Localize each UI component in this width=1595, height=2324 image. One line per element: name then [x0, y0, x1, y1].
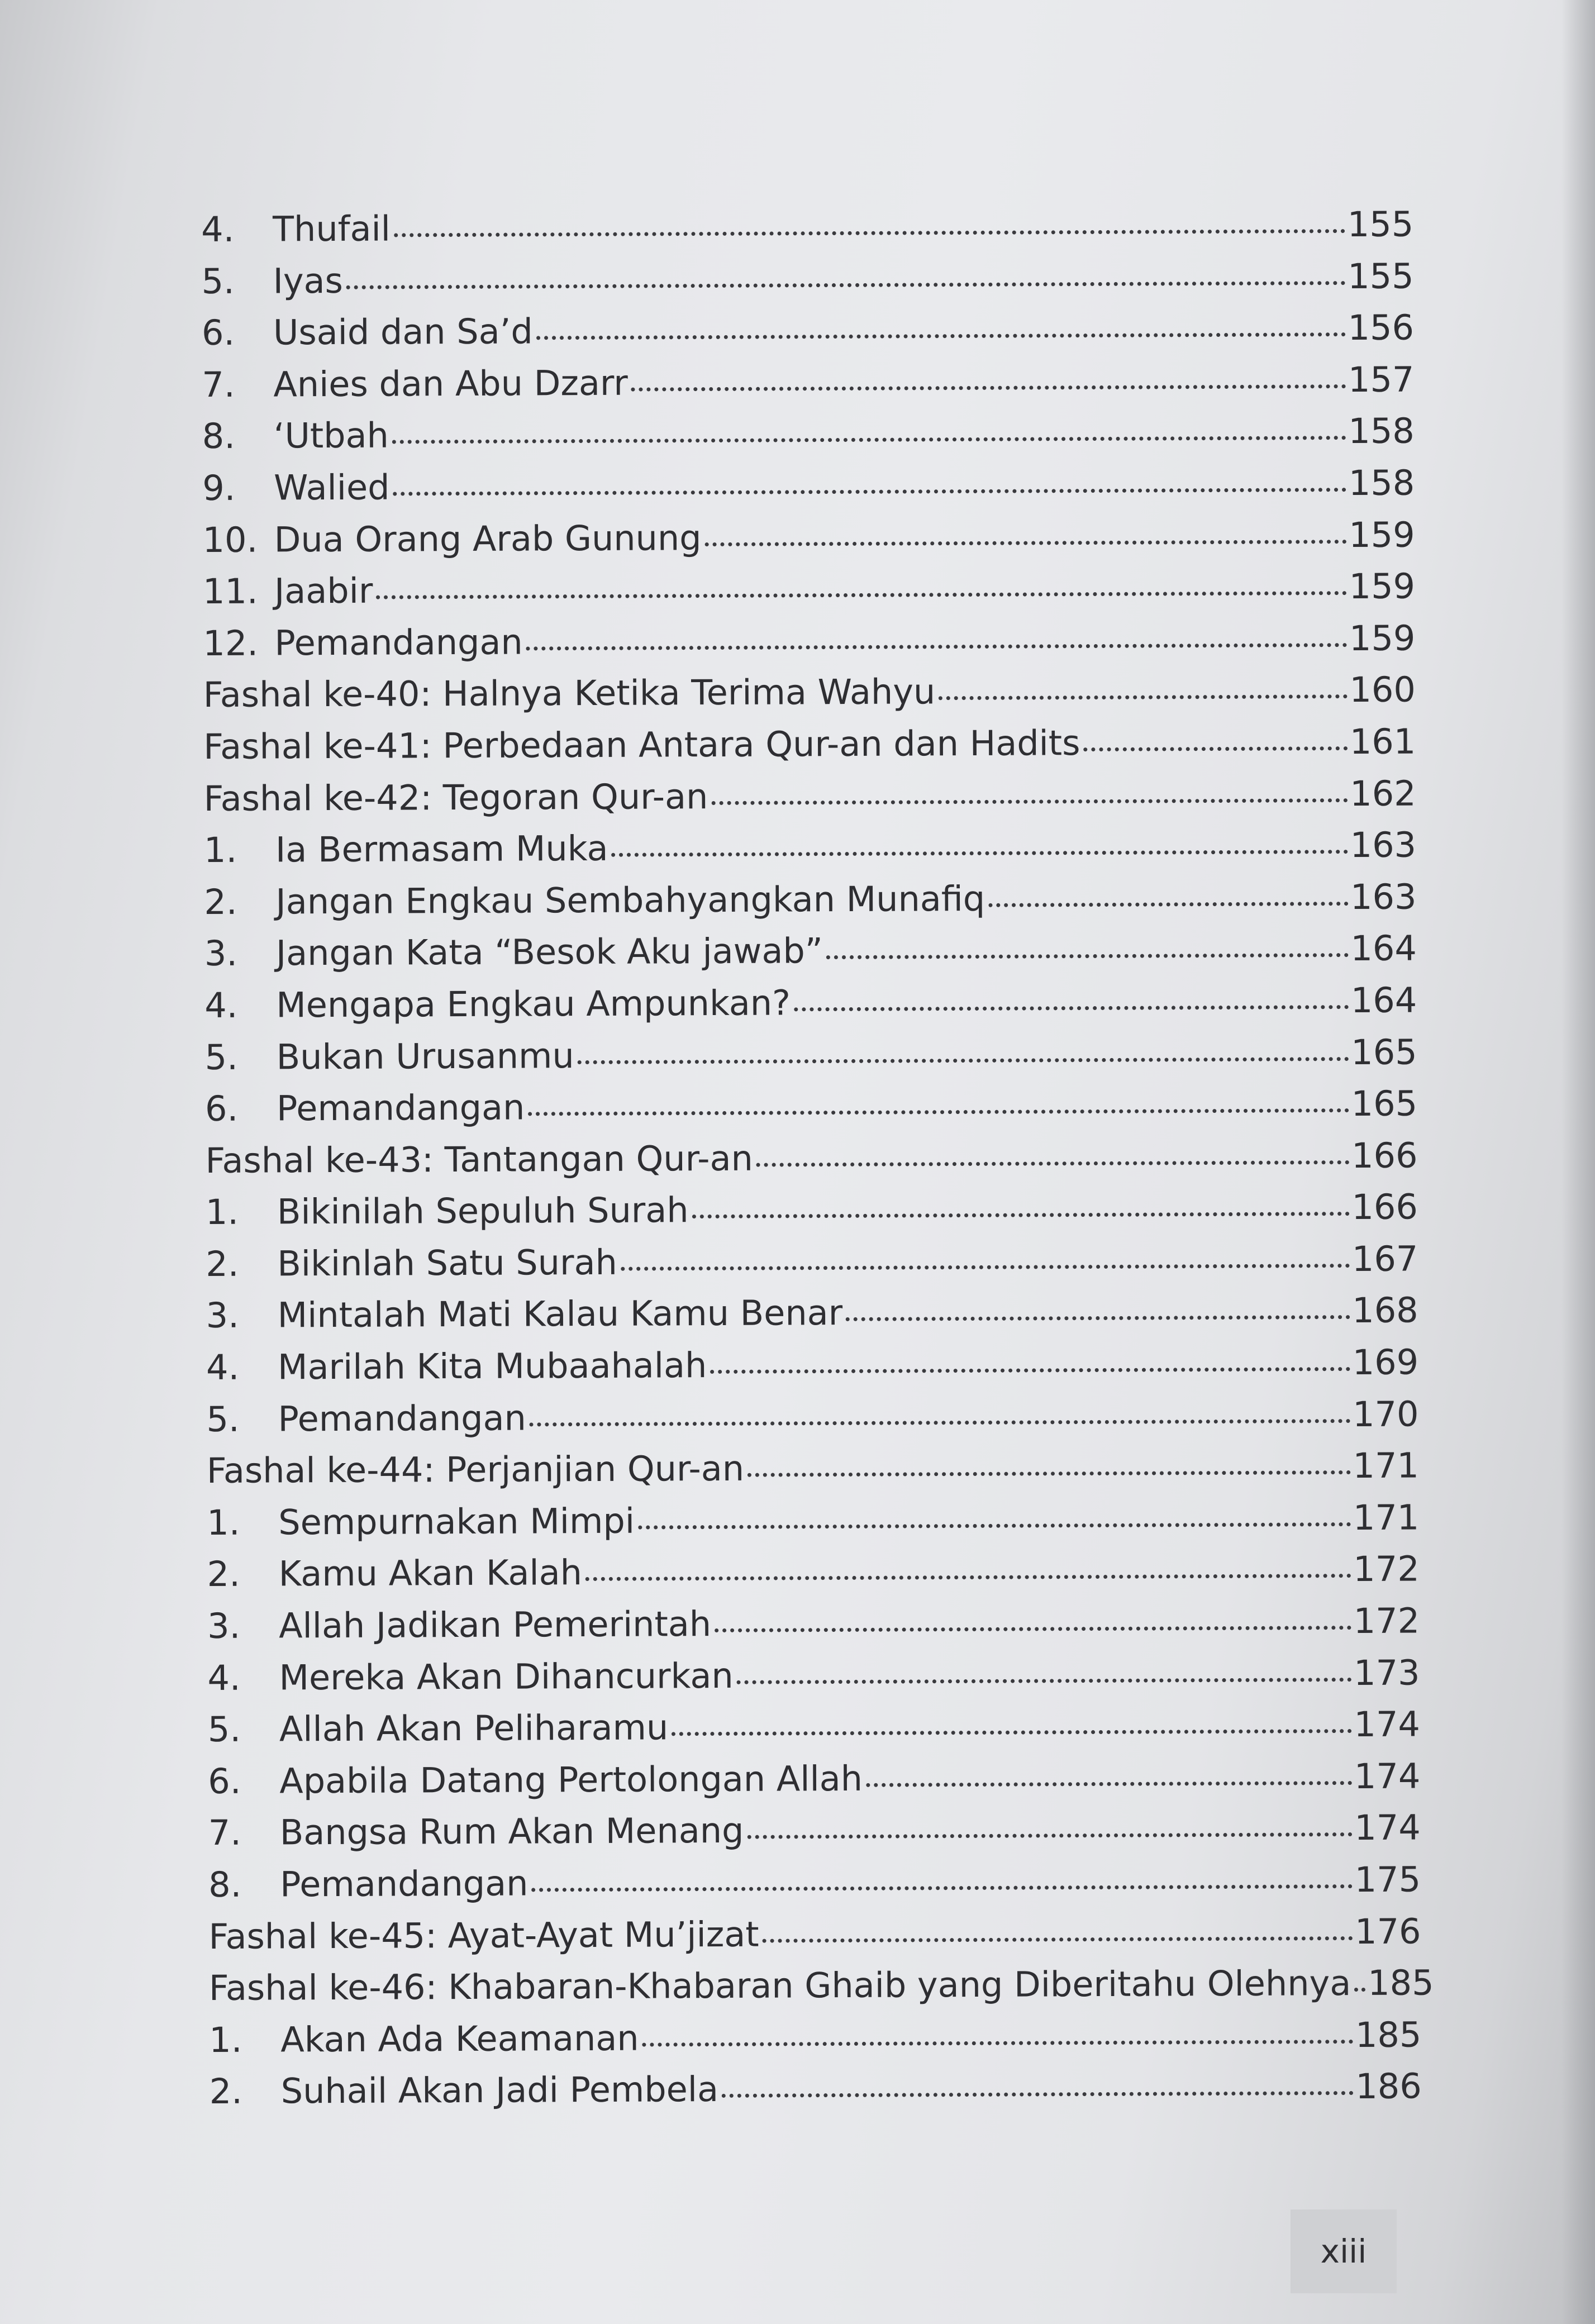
entry-page-number: 158	[1348, 410, 1415, 452]
entry-title: Fashal ke-42: Tegoran Qur-an	[203, 775, 708, 819]
entry-page-number: 186	[1355, 2065, 1422, 2107]
page-number: xiii	[1320, 2232, 1367, 2270]
toc-entry	[202, 354, 1414, 411]
entry-title: Iyas	[273, 260, 344, 302]
entry-number: 1.	[203, 829, 237, 871]
dot-leader	[612, 850, 1348, 857]
entry-number: 4.	[206, 1346, 240, 1388]
dot-leader	[756, 1160, 1349, 1167]
entry-title: Fashal ke-43: Tantangan Qur-an	[205, 1137, 753, 1181]
toc-entry	[202, 457, 1415, 514]
dot-leader	[376, 591, 1346, 599]
dot-leader	[846, 1316, 1350, 1322]
toc-entry	[201, 199, 1413, 256]
entry-number: 2.	[209, 2071, 243, 2112]
entry-page-number: 155	[1347, 203, 1414, 245]
entry-title: Allah Akan Peliharamu	[279, 1707, 669, 1750]
entry-number: 7.	[202, 364, 235, 405]
dot-leader	[794, 1005, 1349, 1011]
entry-page-number: 163	[1350, 824, 1417, 866]
table-of-contents	[201, 199, 1434, 2118]
dot-leader	[866, 1781, 1352, 1787]
dot-leader	[711, 798, 1348, 805]
dot-leader	[737, 1678, 1351, 1684]
dot-leader	[621, 1264, 1350, 1271]
entry-title: Fashal ke-45: Ayat-Ayat Mu’jizat	[208, 1913, 759, 1957]
dot-leader	[531, 1884, 1352, 1892]
entry-page-number: 174	[1354, 1755, 1421, 1797]
entry-title: ‘Utbah	[273, 415, 389, 456]
entry-number: 1.	[209, 2019, 242, 2060]
toc-entry	[207, 1544, 1420, 1601]
entry-page-number: 174	[1354, 1703, 1421, 1745]
toc-entry	[203, 612, 1415, 669]
entry-number: 4.	[207, 1657, 241, 1698]
toc-entry	[206, 1337, 1418, 1394]
entry-page-number: 172	[1353, 1600, 1420, 1642]
dot-leader	[710, 1367, 1350, 1374]
dot-leader	[1083, 746, 1347, 751]
entry-number: 3.	[204, 933, 238, 974]
entry-page-number: 156	[1348, 307, 1415, 349]
entry-title: Pemandangan	[278, 1397, 526, 1440]
dot-leader	[392, 436, 1346, 444]
toc-entry	[202, 302, 1414, 359]
dot-leader	[578, 1057, 1349, 1064]
entry-title: Pemandangan	[276, 1087, 525, 1129]
entry-page-number: 171	[1353, 1445, 1420, 1487]
entry-page-number: 173	[1353, 1652, 1420, 1693]
toc-entry	[204, 871, 1416, 928]
toc-chapter-entry	[208, 1958, 1434, 2015]
toc-entry	[204, 923, 1417, 980]
entry-number: 8.	[208, 1864, 242, 1905]
dot-leader	[988, 902, 1348, 907]
entry-number: 2.	[207, 1554, 241, 1595]
dot-leader	[763, 1936, 1353, 1943]
toc-entry	[202, 406, 1415, 463]
entry-title: Akan Ada Keamanan	[280, 2017, 639, 2060]
entry-title: Mintalah Mati Kalau Kamu Benar	[277, 1292, 843, 1336]
entry-title: Ia Bermasam Muka	[275, 827, 608, 870]
entry-number: 11.	[202, 570, 258, 612]
entry-number: 2.	[206, 1243, 239, 1284]
dot-leader	[346, 281, 1345, 289]
entry-page-number: 165	[1351, 1083, 1418, 1125]
entry-number: 10.	[202, 519, 258, 560]
entry-number: 4.	[204, 984, 238, 1026]
toc-chapter-entry	[207, 1440, 1419, 1497]
dot-leader	[747, 1470, 1350, 1477]
entry-title: Bukan Urusanmu	[276, 1035, 574, 1077]
entry-page-number: 164	[1350, 927, 1417, 969]
entry-number: 9.	[202, 467, 236, 508]
entry-title: Bangsa Rum Akan Menang	[279, 1810, 744, 1853]
entry-title: Pemandangan	[274, 621, 523, 664]
entry-number: 5.	[201, 260, 235, 302]
entry-title: Jaabir	[274, 570, 373, 612]
toc-entry	[201, 250, 1413, 307]
entry-title: Fashal ke-46: Khabaran-Khabaran Ghaib yang Diberitahu Olehnya	[208, 1963, 1351, 2009]
entry-title: Allah Jadikan Pemerintah	[278, 1603, 712, 1646]
entry-page-number: 157	[1348, 359, 1415, 400]
dot-leader	[705, 540, 1347, 546]
dot-leader	[722, 2091, 1353, 2098]
entry-title: Sempurnakan Mimpi	[278, 1500, 635, 1543]
toc-entry	[207, 1596, 1420, 1652]
entry-number: 3.	[206, 1295, 239, 1336]
entry-number: 8.	[202, 416, 236, 457]
toc-chapter-entry	[205, 1130, 1417, 1187]
toc-entry	[208, 1802, 1421, 1859]
dot-leader	[715, 1626, 1351, 1632]
entry-page-number: 174	[1354, 1807, 1421, 1849]
entry-page-number: 159	[1349, 565, 1416, 607]
toc-entry	[203, 561, 1415, 618]
toc-entry	[208, 1750, 1420, 1807]
dot-leader	[939, 694, 1347, 700]
entry-number: 5.	[204, 1036, 238, 1078]
toc-chapter-entry	[203, 716, 1416, 773]
entry-page-number: 155	[1348, 255, 1414, 297]
entry-number: 3.	[207, 1605, 241, 1647]
dot-leader	[526, 643, 1347, 650]
entry-page-number: 185	[1368, 1962, 1434, 2004]
toc-entry	[207, 1647, 1420, 1704]
entry-number: 6.	[208, 1760, 241, 1802]
entry-title: Jangan Kata “Besok Aku jawab”	[275, 930, 823, 974]
dot-leader	[747, 1832, 1352, 1839]
toc-entry	[204, 820, 1416, 877]
entry-title: Anies dan Abu Dzarr	[273, 362, 628, 405]
dot-leader	[631, 384, 1346, 392]
entry-title: Bikinlah Satu Surah	[277, 1241, 617, 1284]
entry-page-number: 185	[1355, 2014, 1422, 2055]
entry-number: 1.	[207, 1502, 240, 1543]
entry-page-number: 161	[1349, 721, 1416, 762]
entry-number: 5.	[206, 1398, 240, 1440]
entry-page-number: 163	[1350, 876, 1417, 917]
dot-leader	[1354, 1988, 1365, 1992]
entry-page-number: 175	[1354, 1859, 1421, 1901]
toc-entry	[206, 1285, 1418, 1342]
entry-number: 2.	[204, 881, 237, 922]
entry-title: Marilah Kita Mubaahalah	[277, 1345, 707, 1388]
entry-title: Walied	[274, 466, 390, 508]
toc-entry	[204, 1026, 1417, 1083]
entry-title: Fashal ke-44: Perjanjian Qur-an	[206, 1448, 745, 1492]
entry-page-number: 166	[1351, 1135, 1418, 1176]
toc-entry	[206, 1388, 1418, 1445]
dot-leader	[826, 953, 1349, 959]
dot-leader	[692, 1212, 1350, 1218]
entry-page-number: 165	[1351, 1031, 1417, 1073]
dot-leader	[536, 332, 1346, 340]
entry-number: 7.	[208, 1812, 242, 1854]
toc-entry	[204, 974, 1417, 1031]
entry-page-number: 167	[1351, 1238, 1418, 1279]
toc-entry	[202, 509, 1415, 566]
entry-title: Mengapa Engkau Ampunkan?	[276, 982, 791, 1026]
entry-page-number: 158	[1348, 462, 1415, 504]
entry-page-number: 159	[1349, 617, 1416, 659]
toc-chapter-entry	[203, 664, 1416, 721]
entry-page-number: 170	[1352, 1393, 1419, 1435]
entry-title: Usaid dan Sa’d	[273, 311, 533, 353]
toc-entry	[206, 1233, 1418, 1290]
entry-page-number: 159	[1349, 514, 1415, 555]
entry-page-number: 164	[1350, 979, 1417, 1021]
entry-page-number: 168	[1352, 1289, 1418, 1331]
toc-entry	[208, 1854, 1421, 1911]
entry-title: Kamu Akan Kalah	[278, 1552, 583, 1594]
entry-title: Dua Orang Arab Gunung	[274, 517, 702, 560]
entry-page-number: 162	[1350, 773, 1416, 814]
entry-page-number: 171	[1353, 1497, 1420, 1538]
toc-chapter-entry	[203, 768, 1416, 825]
dot-leader	[585, 1574, 1351, 1581]
entry-page-number: 160	[1349, 669, 1416, 711]
entry-title: Suhail Akan Jadi Pembela	[280, 2069, 719, 2112]
entry-number: 5.	[207, 1708, 241, 1750]
page-number-box	[1291, 2209, 1397, 2293]
entry-title: Apabila Datang Pertolongan Allah	[279, 1758, 863, 1802]
entry-title: Fashal ke-40: Halnya Ketika Terima Wahyu	[203, 671, 936, 716]
dot-leader	[530, 1419, 1350, 1426]
dot-leader	[528, 1108, 1349, 1116]
toc-entry	[210, 2061, 1422, 2118]
toc-entry	[209, 2009, 1421, 2066]
entry-page-number: 172	[1353, 1548, 1420, 1590]
dot-leader	[393, 488, 1346, 496]
entry-number: 12.	[203, 622, 259, 664]
toc-entry	[205, 1078, 1417, 1135]
toc-entry	[206, 1182, 1418, 1239]
dot-leader	[638, 1522, 1351, 1530]
dot-leader	[672, 1729, 1351, 1736]
entry-title: Thufail	[273, 208, 391, 250]
toc-chapter-entry	[208, 1906, 1421, 1963]
entry-page-number: 176	[1355, 1911, 1421, 1952]
toc-entry	[208, 1699, 1420, 1756]
entry-title: Mereka Akan Dihancurkan	[279, 1655, 734, 1698]
entry-title: Bikinilah Sepuluh Surah	[277, 1189, 689, 1232]
entry-number: 6.	[201, 312, 235, 354]
entry-page-number: 166	[1351, 1186, 1418, 1228]
dot-leader	[394, 229, 1345, 237]
dot-leader	[642, 2040, 1353, 2047]
entry-page-number: 169	[1352, 1341, 1419, 1383]
entry-number: 4.	[201, 208, 235, 250]
entry-title: Pemandangan	[279, 1863, 529, 1905]
entry-title: Fashal ke-41: Perbedaan Antara Qur-an dan Hadits	[203, 722, 1080, 767]
entry-number: 1.	[205, 1192, 239, 1233]
toc-entry	[207, 1492, 1419, 1549]
entry-number: 6.	[204, 1088, 239, 1130]
entry-title: Jangan Engkau Sembahyangkan Munafiq	[275, 878, 985, 922]
